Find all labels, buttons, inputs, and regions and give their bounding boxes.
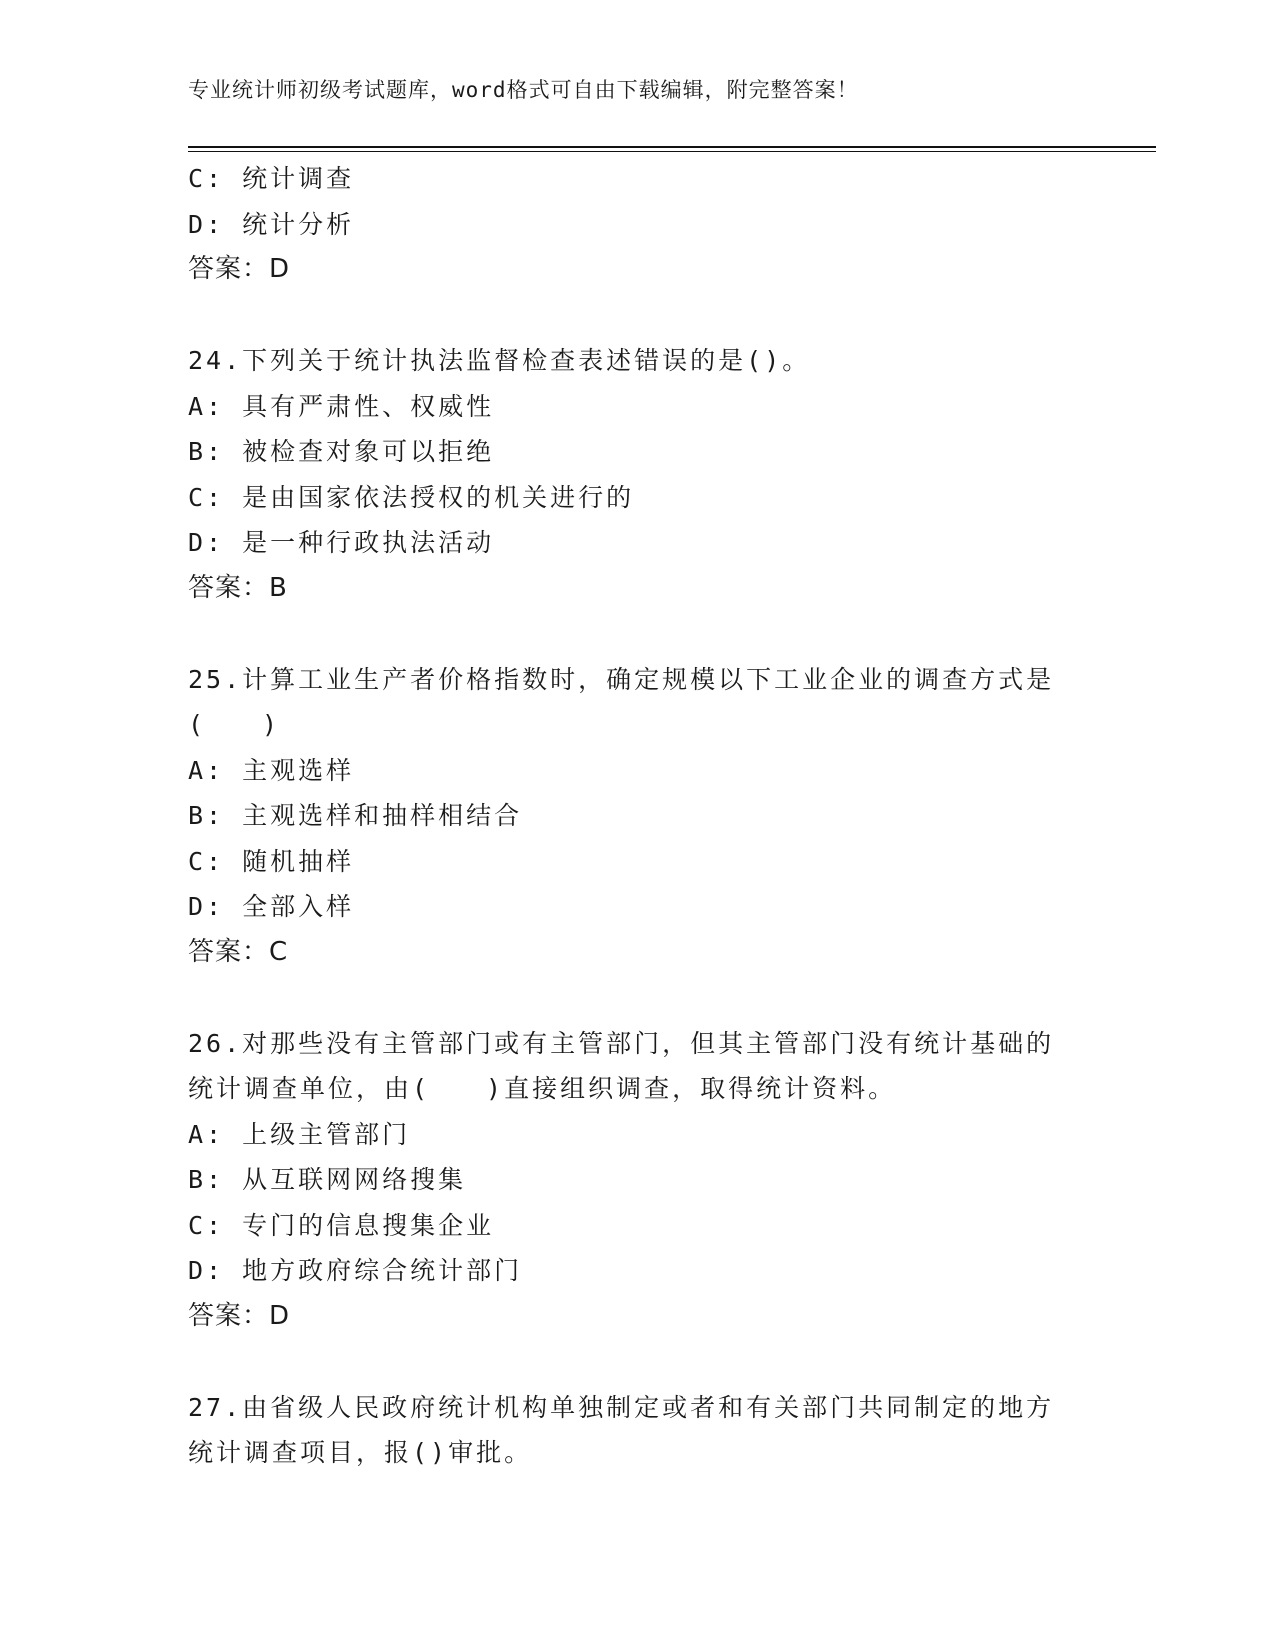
option-b <box>188 1157 1088 1203</box>
option-c <box>188 156 1088 202</box>
option-text: 全部入样 <box>242 892 355 921</box>
question-stem: 25.计算工业生产者价格指数时，确定规模以下工业企业的调查方式是 <box>188 664 1055 694</box>
option-text: 统计分析 <box>242 209 355 239</box>
option-label: D: <box>188 209 225 239</box>
option-d <box>188 884 1088 930</box>
option-label: B: <box>188 801 225 830</box>
option-label: A: <box>188 1119 225 1149</box>
question-block <box>188 657 1088 976</box>
option-text: 主观选样 <box>242 755 355 785</box>
option-label: C: <box>188 1210 225 1240</box>
page-header: 专业统计师初级考试题库，word格式可自由下载编辑，附完整答案！ <box>188 78 859 102</box>
question-spacer <box>188 975 1088 1021</box>
partial-question <box>188 156 1088 293</box>
option-text: 上级主管部门 <box>242 1119 411 1149</box>
question-stem: 27.由省级人民政府统计机构单独制定或者和有关部门共同制定的地方 <box>188 1392 1055 1422</box>
option-c <box>188 839 1088 885</box>
option-text: 是由国家依法授权的机关进行的 <box>242 482 635 512</box>
option-label: C: <box>188 164 225 193</box>
option-d <box>188 1248 1088 1294</box>
option-label: C: <box>188 846 225 876</box>
option-text: 专门的信息搜集企业 <box>242 1210 495 1240</box>
option-label: C: <box>188 482 225 512</box>
option-b <box>188 793 1088 839</box>
option-d <box>188 520 1088 566</box>
option-text: 地方政府综合统计部门 <box>242 1256 523 1285</box>
question-block <box>188 1021 1088 1340</box>
answer: 答案：D <box>188 1300 291 1331</box>
option-label: B: <box>188 437 225 466</box>
question-stem: ( ) <box>188 710 281 739</box>
header-divider <box>188 146 1156 152</box>
question-stem: 统计调查单位，由( )直接组织调查，取得统计资料。 <box>188 1074 897 1103</box>
option-label: B: <box>188 1165 225 1194</box>
question-stem: 26.对那些没有主管部门或有主管部门，但其主管部门没有统计基础的 <box>188 1028 1055 1058</box>
question-stem: 24.下列关于统计执法监督检查表述错误的是()。 <box>188 346 811 375</box>
option-text: 随机抽样 <box>242 846 355 876</box>
answer: 答案：C <box>188 936 289 967</box>
option-text: 统计调查 <box>242 164 355 193</box>
option-a <box>188 748 1088 794</box>
option-label: D: <box>188 1256 225 1285</box>
answer: 答案：D <box>188 254 291 284</box>
option-label: D: <box>188 892 225 921</box>
option-a <box>188 384 1088 430</box>
question-spacer <box>188 293 1088 339</box>
document-body <box>188 156 1088 1476</box>
question-spacer <box>188 1339 1088 1385</box>
question-block <box>188 1385 1088 1476</box>
answer: 答案：B <box>188 572 288 603</box>
option-b <box>188 429 1088 475</box>
question-spacer <box>188 611 1088 657</box>
option-label: D: <box>188 528 225 557</box>
option-text: 从互联网网络搜集 <box>242 1165 467 1194</box>
option-text: 主观选样和抽样相结合 <box>242 801 523 830</box>
option-label: A: <box>188 755 225 785</box>
option-a <box>188 1112 1088 1158</box>
option-label: A: <box>188 391 225 421</box>
option-c <box>188 475 1088 521</box>
option-c <box>188 1203 1088 1249</box>
option-text: 是一种行政执法活动 <box>242 528 495 557</box>
question-block <box>188 338 1088 611</box>
option-text: 被检查对象可以拒绝 <box>242 437 495 466</box>
option-text: 具有严肃性、权威性 <box>242 391 495 421</box>
option-d <box>188 202 1088 248</box>
question-stem: 统计调查项目，报()审批。 <box>188 1438 533 1467</box>
